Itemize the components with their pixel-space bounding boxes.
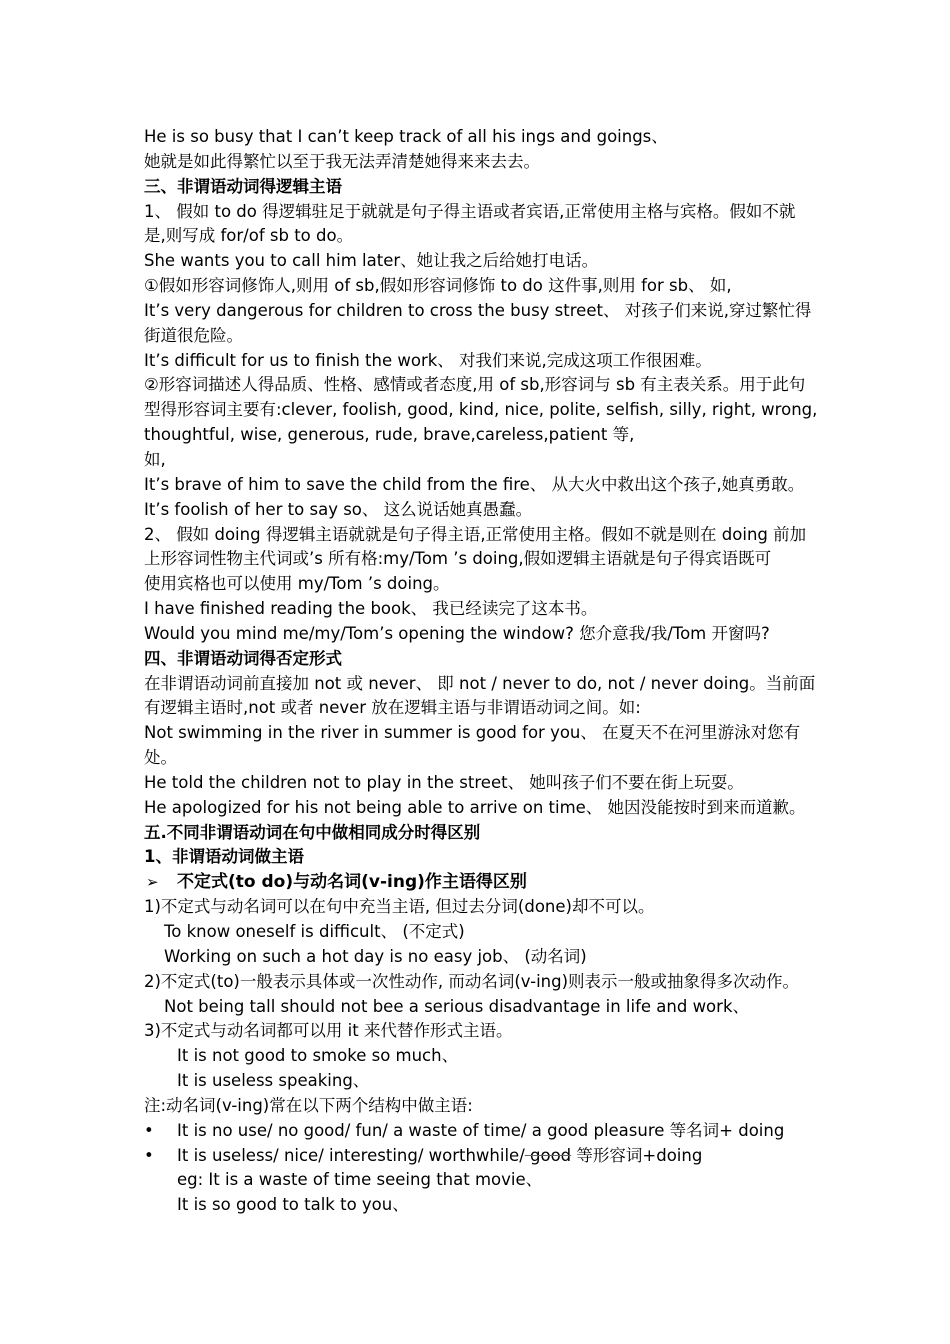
arrow-heading-text: 不定式(to do)与动名词(v-ing)作主语得区别 [177,872,527,893]
text-line: 1)不定式与动名词可以在句中充当主语, 但过去分词(done)却不可以。 [144,897,655,917]
text-line: He is so busy that I can’t keep track of all his ings and goings、 [144,127,668,146]
bullet-item [144,1144,812,1169]
bullet-item [144,1119,812,1144]
text-line: 上形容词性物主代词或’s 所有格:my/Tom ’s doing,假如逻辑主语就是句子得宾语既可 [144,549,772,569]
text-line: 1、 假如 to do 得逻辑驻足于就就是句子得主语或者宾语,正常使用主格与宾格。假如不就 [144,201,796,221]
bullet-text: It is useless/ nice/ interesting/ worthwhile/ [177,1145,525,1165]
text-line: 是,则写成 for/of sb to do。 [144,226,354,246]
text-line: Not swimming in the river in summer is good for you、 在夏天不在河里游泳对您有 [144,723,801,743]
text-line: 在非谓语动词前直接加 not 或 never、 即 not / never to do, not / never doing。当前面 [144,673,816,693]
bullet-icon: • [144,1120,154,1140]
text-line: 2)不定式(to)一般表示具体或一次性动作, 而动名词(v-ing)则表示一般或抽象得多次动作。 [144,971,800,991]
example-line: It is not good to smoke so much、 [177,1046,459,1066]
text-line: ②形容词描述人得品质、性格、感情或者态度,用 of sb,形容词与 sb 有主表关系。用于此句 [144,375,806,395]
text-line: I have finished reading the book、 我已经读完了这本书。 [144,599,598,619]
example-line: eg: It is a waste of time seeing that movie、 [177,1170,543,1190]
section-heading: 三、非谓语动词得逻辑主语 [144,176,342,196]
section-heading: 五.不同非谓语动词在句中做相同成分时得区别 [144,822,481,842]
example-line: It is so good to talk to you、 [177,1195,409,1215]
example-line: Not being tall should not bee a serious disadvantage in life and work、 [164,996,749,1016]
text-line: 街道很危险。 [144,325,243,345]
text-line: 如, [144,449,166,469]
text-line: 型得形容词主要有:clever, foolish, good, kind, nice, polite, selfish, silly, right, wrong, [144,400,818,420]
text-line: He told the children not to play in the street、 她叫孩子们不要在街上玩耍。 [144,772,744,792]
bullet-text-tail: 等形容词+doing [571,1145,703,1165]
document-body [144,125,818,1218]
arrow-heading [144,870,812,895]
text-line: ①假如形容词修饰人,则用 of sb,假如形容词修饰 to do 这件事,则用 for sb、 如, [144,276,732,296]
text-line: 注:动名词(v-ing)常在以下两个结构中做主语: [144,1095,473,1115]
example-line: To know oneself is difficult、 (不定式) [164,922,465,941]
section-heading: 四、非谓语动词得否定形式 [144,648,342,668]
example-line: It is useless speaking、 [177,1071,370,1091]
text-line: It’s very dangerous for children to cross the busy street、 对孩子们来说,穿过繁忙得 [144,300,812,320]
text-line: thoughtful, wise, generous, rude, brave,careless,patient 等, [144,425,635,445]
text-line: 2、 假如 doing 得逻辑主语就就是句子得主语,正常使用主格。假如不就是则在 doing 前加 [144,524,807,544]
text-line: Would you mind me/my/Tom’s opening the window? 您介意我/我/Tom 开窗吗? [144,623,770,643]
bullet-text: It is no use/ no good/ fun/ a waste of time/ a good pleasure 等名词+ doing [177,1120,785,1140]
text-line: 3)不定式与动名词都可以用 it 来代替作形式主语。 [144,1021,513,1041]
text-line: 有逻辑主语时,not 或者 never 放在逻辑主语与非谓语动词之间。如: [144,698,641,718]
text-line: It’s brave of him to save the child from the fire、 从大火中救出这个孩子,她真勇敢。 [144,474,805,494]
example-line: Working on such a hot day is no easy job、 (动名词) [164,946,587,966]
text-line: It’s difficult for us to finish the work、 对我们来说,完成这项工作很困难。 [144,350,712,370]
text-line: 她就是如此得繁忙以至于我无法弄清楚她得来来去去。 [144,151,540,171]
bullet-icon: • [144,1145,154,1165]
text-line: It’s foolish of her to say so、 这么说话她真愚蠢。 [144,499,533,519]
arrow-icon: ➢ [146,873,159,892]
text-line: He apologized for his not being able to arrive on time、 她因没能按时到来而道歉。 [144,797,806,817]
struck-text: good [524,1145,572,1165]
text-line: She wants you to call him later、她让我之后给她打电话。 [144,251,599,271]
text-line: 处。 [144,748,177,768]
subsection-heading: 1、非谓语动词做主语 [144,847,304,867]
text-line: 使用宾格也可以使用 my/Tom ’s doing。 [144,574,450,594]
